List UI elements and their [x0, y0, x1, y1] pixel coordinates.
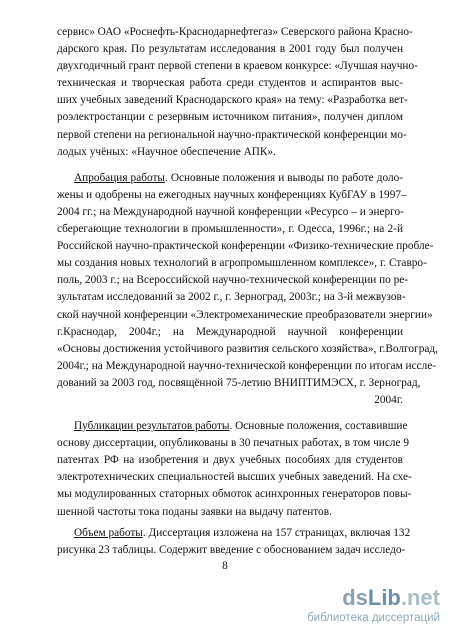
text-line: лодых учёных: «Научное обеспечение АПК». [57, 145, 276, 158]
text-line: мы создания новых технологий в агропромышленном комплексе», г. Ставро- [57, 257, 427, 270]
paragraph-intro [57, 24, 418, 161]
text-line: роэлектростанции с резервным источником питания», получен диплом [57, 111, 403, 124]
paragraph-approbation [57, 170, 438, 409]
text-line: дарского края. По результатам исследования в 2001 году был получен [57, 43, 403, 56]
paragraph-publications [57, 418, 412, 521]
text-line: 2004 гг.; на Международной научной конференции «Ресурсо – и энерго- [57, 205, 404, 218]
watermark [307, 585, 440, 629]
text-line: двухгодичный грант первой степени в краевом конкурсе: «Лучшая научно- [57, 60, 418, 73]
text-line: 2004г.; на Международной научно-технической конференции по итогам иссле- [57, 359, 437, 372]
text-line: дований за 2003 год, посвящённой 75-летию ВНИПТИМЭСХ, г. Зерноград, [57, 376, 421, 389]
section-heading-volume: Объем работы [74, 526, 143, 539]
text-line: жены и одобрены на ежегодных научных конференциях КубГАУ в 1997– [57, 188, 407, 201]
text-line: 2004г. [374, 393, 403, 406]
text-line: рисунка 23 таблицы. Содержит введение с обоснованием задач исследо- [57, 543, 406, 556]
text-line: «Основы достижения устойчивого развития сельского хозяйства», г.Волгоград, [57, 342, 438, 355]
text-line: патентах РФ на изобретения и двух учебных пособиях для студентов [57, 454, 403, 467]
text-line: техническая и творческая работа среди студентов и аспирантов выс- [57, 77, 403, 90]
text-line: Публикации результатов работы. Основные положения, составившие [74, 420, 408, 433]
text-line: первой степени на региональной научно-практической конференции мо- [57, 128, 407, 141]
text-line: основу диссертации, опубликованы в 30 печатных работах, в том числе 9 [57, 437, 409, 450]
text-line: г.Краснодар, 2004г.; на Международной научной конференции [57, 325, 403, 338]
text-line: электротехнических специальностей высших учебных заведений. На схе- [57, 471, 412, 484]
paragraph-volume [57, 525, 411, 559]
text-line: Российской научно-практической конференции «Физико-технические пробле- [57, 240, 434, 253]
page-number: 8 [222, 560, 228, 572]
section-heading-publications: Публикации результатов работы [74, 420, 230, 433]
text-line: ской научной конференции «Электромеханические преобразователи энергии» [57, 308, 433, 321]
section-heading-approbation: Апробация работы [74, 171, 165, 184]
text-line: зультатам исследований за 2002 г., г. Зерноград, 2003г.; на 3-й межвузов- [57, 291, 406, 304]
text-line: Объем работы. Диссертация изложена на 157 страницах, включая 132 [74, 526, 411, 539]
text-line: ших учебных заведений Краснодарского края» на тему: «Разработка вет- [57, 94, 408, 107]
watermark-subtitle: библиотека диссертаций [307, 612, 440, 624]
text-line: мы модулированных статорных обмоток асинхронных генераторов повы- [57, 488, 412, 501]
text-line: шенной частоты тока поданы заявки на выдачу патентов. [57, 505, 332, 518]
document-body [57, 24, 438, 559]
text-line: сберегающие технологии в промышленности», г. Одесса, 1996г.; на 2-й [57, 223, 403, 236]
watermark-logo: dsLib.net [342, 585, 440, 610]
text-line: поль, 2003 г.; на Всероссийской научно-технической конференции по ре- [57, 274, 409, 287]
text-line: сервис» ОАО «Роснефть-Краснодарнефтегаз» Северского района Красно- [57, 26, 413, 38]
text-line: Апробация работы. Основные положения и выводы по работе доло- [74, 171, 403, 184]
